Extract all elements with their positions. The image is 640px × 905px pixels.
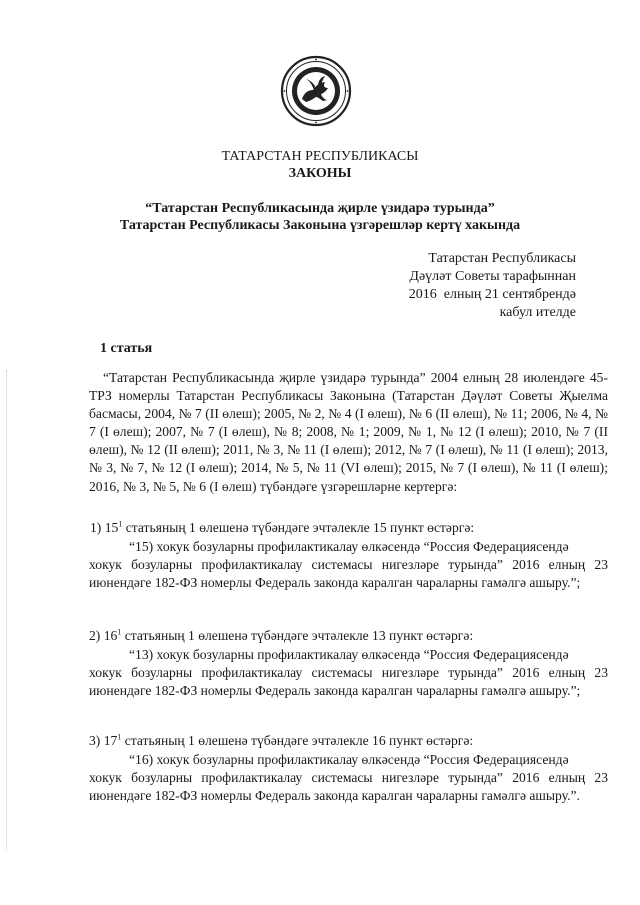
tatarstan-coat-of-arms-icon — [280, 55, 352, 127]
republic-title: ТАТАРСТАН РЕСПУБЛИКАСЫ — [221, 149, 419, 164]
quote-rest: хокук бозуларны профилактикалау системасы нигезләре турында” 2016 елның 23 июнендәге 182-ФЗ номерлы Федераль законда каралган чараларны гамәлгә ашыру.”. — [89, 770, 608, 804]
law-subject — [0, 200, 640, 234]
quote-first-line: “15) хокук бозуларны профилактикалау өлкәсендә “Россия Федерациясендә — [129, 539, 569, 554]
amendment-item-3-lead — [89, 732, 608, 750]
item-lead-text: статьяның 1 өлешенә түбәндәге эчтәлекле 13 пункт өстәргә: — [121, 628, 474, 643]
amendment-item-1-lead — [89, 519, 608, 537]
subject-line-1: “Татарстан Республикасында җирле үзидарә турында” — [145, 201, 495, 216]
adoption-line-2: Дәүләт Советы тарафыннан — [409, 269, 576, 284]
quote-first-line: “16) хокук бозуларны профилактикалау өлкәсендә “Россия Федерациясендә — [129, 752, 569, 767]
item-number: 1) — [90, 520, 102, 535]
scan-margin-dots — [6, 370, 8, 850]
law-title: ЗАКОНЫ — [288, 166, 352, 181]
adoption-note — [409, 250, 576, 322]
quote-first-line: “13) хокук бозуларны профилактикалау өлкәсендә “Россия Федерациясендә — [129, 647, 569, 662]
article-ref: $15^1$ — [104, 519, 123, 535]
subject-line-2: Татарстан Республикасы Законына үзгәрешләр кертү хакында — [119, 218, 521, 233]
amendment-item-2-lead — [89, 627, 608, 645]
article-intro-paragraph: “Татарстан Республикасында җирле үзидарә турында” 2004 елның 28 июлендәге 45-ТРЗ номерлы Татарстан Республикасы Законына (Татарстан Дәүләт Советы Җыелма басмасы, 2004, № 7 (II өлеш); 2005, № 2, № 4 (I өлеш), № 6 (II өлеш), № 11; 2006, № 4, № 7 (I өлеш); 2007, № 7 (I өлеш), № 8; 2008, № 1; 2009, № 1, № 12 (I өлеш); 2010, № 7 (II өлеш), № 12 (II өлеш); 2011, № 3, № 11 (I өлеш); 2012, № 7 (I өлеш), № 11 (I өлеш); 2013, № 3, № 7, № 12 (I өлеш); 2014, № 5, № 11 (VI өлеш); 2015, № 7 (I өлеш), № 11 (I өлеш); 2016, № 3, № 5, № 6 (I өлеш) түбәндәге үзгәрешләрне кертергә: — [89, 370, 608, 494]
article-ref: $17^1$ — [103, 732, 122, 748]
adoption-line-1: Татарстан Республикасы — [428, 251, 576, 266]
item-lead-text: статьяның 1 өлешенә түбәндәге эчтәлекле 16 пункт өстәргә: — [121, 733, 474, 748]
amendment-item-2-quote — [89, 646, 608, 700]
quote-rest: хокук бозуларны профилактикалау системасы нигезләре турында” 2016 елның 23 июнендәге 182-ФЗ номерлы Федераль законда каралган чараларны гамәлгә ашыру.”; — [89, 557, 608, 591]
item-number: 2) — [89, 628, 101, 643]
item-lead-text: статьяның 1 өлешенә түбәндәге эчтәлекле 15 пункт өстәргә: — [122, 520, 475, 535]
adoption-line-4: кабул ителде — [499, 305, 576, 320]
article-heading: 1 статья — [100, 341, 153, 356]
document-title-block — [0, 148, 640, 182]
article-ref: $16^1$ — [103, 627, 122, 643]
adoption-line-3: 2016 елның 21 сентябрендә — [408, 287, 576, 302]
quote-rest: хокук бозуларны профилактикалау системасы нигезләре турында” 2016 елның 23 июнендәге 182-ФЗ номерлы Федераль законда каралган чараларны гамәлгә ашыру.”; — [89, 665, 608, 699]
amendment-item-1-quote — [89, 538, 608, 592]
amendment-item-3-quote — [89, 751, 608, 805]
item-number: 3) — [89, 733, 101, 748]
